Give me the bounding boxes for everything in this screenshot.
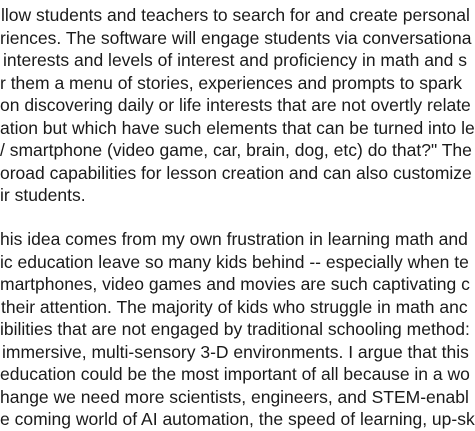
paragraph-1 [0,4,475,207]
text-line: ibilities that are not engaged by traditional schooling method: [0,319,470,339]
text-line: martphones, video games and movies are such captivating c [0,274,470,294]
text-line: immersive, multi-sensory 3-D environments. I argue that this [2,341,469,362]
text-line: on discovering daily or life interests that are not overtly relate [0,95,471,115]
text-line: ic education leave so many kids behind -- especially when te [0,251,469,272]
text-line: education could be the most important of all because in a wo [0,364,470,384]
text-line: interests and levels of interest and proficiency in math and s [3,50,467,70]
text-line: ation but which have such elements that can be turned into le [0,117,475,138]
text-line: e coming world of AI automation, the speed of learning, up-sk [0,409,475,429]
text-line: riences. The software will engage students via conversationa [0,27,472,48]
text-line: their attention. The majority of kids who struggle in math anc [1,296,468,317]
text-line: oroad capabilities for lesson creation and can also customize [0,162,472,183]
paragraph-2 [0,228,475,431]
text-line: ir students. [0,185,86,205]
text-line: hange we need more scientists, engineers, and STEM-enabl [0,386,469,407]
text-line: his idea comes from my own frustration in learning math and [0,229,468,249]
text-line: / smartphone (video game, car, brain, dog, etc) do that?" The [0,140,472,160]
text-line: r them a menu of stories, experiences and prompts to spark [0,72,463,93]
text-line: llow students and teachers to search for and create personal [1,5,470,25]
